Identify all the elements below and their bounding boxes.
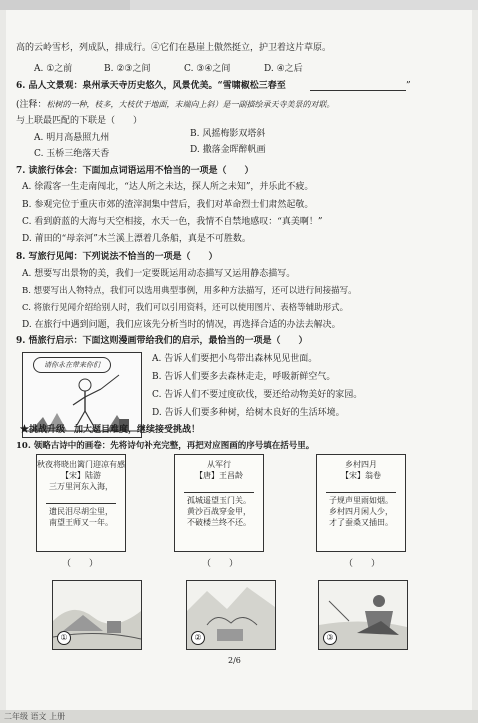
- picture-3: [318, 580, 408, 650]
- poem-3-answer[interactable]: （ ）: [344, 559, 381, 569]
- q6-blank-quote: ”: [406, 81, 411, 91]
- picture-1: [52, 580, 142, 650]
- q9-option-a: A. 告诉人们要把小鸟带出森林见见世面。: [152, 354, 318, 364]
- poem-3-line2: 子规声里雨如烟。: [329, 496, 393, 505]
- q5-option-d: D. ④之后: [264, 64, 303, 74]
- challenge-title: ★挑战升级 加大题目难度，继续接受挑战！: [20, 425, 201, 435]
- q9-option-c: C. 告诉人们不要过度砍伐，要还给动物美好的家园。: [152, 390, 363, 400]
- poem-box-3: [316, 454, 406, 552]
- q9-stem: 9. 悟旅行启示：下面这则漫画带给我们的启示，最恰当的一项是（ ）: [16, 336, 308, 346]
- q6-option-b: B. 风摇梅影双塔斜: [190, 129, 266, 139]
- q8-option-b: B. 想要写出人物特点，我们可以选用典型事例，用多种方法描写，还可以进行间接描写。: [22, 286, 357, 296]
- picture-3-number: ③: [323, 631, 337, 645]
- q7-option-b: B. 参观完位于重庆市郊的渣滓洞集中营后，我们对革命烈士们肃然起敬。: [22, 200, 314, 210]
- q6-option-c: C. 玉桥三绝落天香: [34, 149, 110, 159]
- poem-3-line3: 乡村四月闲人少，: [329, 507, 393, 516]
- poem-1-author: 【宋】陆游: [61, 471, 101, 480]
- poem-1-blank[interactable]: [46, 494, 116, 504]
- picture-2-number: ②: [191, 631, 205, 645]
- q7-stem: 7. 读旅行体会：下面加点词语运用不恰当的一项是（ ）: [16, 166, 254, 176]
- poem-3-title: 乡村四月: [345, 460, 377, 469]
- poem-box-1: [36, 454, 126, 552]
- q8-option-c: C. 将旅行见闻介绍给别人时，我们可以引用资料，还可以使用图片、表格等辅助形式。: [22, 303, 349, 313]
- q6-note-label: (注释：: [16, 100, 47, 110]
- q6-option-d: D. 撒落金晖醉帆画: [190, 145, 266, 155]
- q8-option-a: A. 想要写出景物的美，我们一定要既运用动态描写又运用静态描写。: [22, 269, 296, 279]
- q5-option-a: A. ①之前: [34, 64, 73, 74]
- poem-1-line1: 三万里河东入海，: [49, 482, 113, 491]
- q8-stem: 8. 写旅行见闻：下列说法不恰当的一项是（ ）: [16, 252, 218, 262]
- q7-option-c: C. 看到蔚蓝的大海与天空相接，水天一色，我情不自禁地感叹：“真美啊！”: [22, 217, 323, 227]
- poem-box-2: [174, 454, 264, 552]
- q9-option-d: D. 告诉人们要多种树，给树木良好的生活环境。: [152, 408, 345, 418]
- q6-note-line: [16, 99, 335, 111]
- page-number: 2/6: [228, 656, 241, 665]
- footer-bar: [0, 710, 478, 723]
- poem-1-line3: 遗民泪尽胡尘里，: [49, 507, 113, 516]
- poem-3-line4: 才了蚕桑又插田。: [329, 518, 393, 527]
- poem-1-answer[interactable]: （ ）: [62, 559, 99, 569]
- q6-stem2: 与上联最匹配的下联是（ ）: [16, 116, 143, 126]
- q6-note: 松树的一种，枝多，大枝伏于地面，末端向上斜）是一副描绘承天寺美景的对联。: [46, 100, 335, 109]
- comic-sign: 请你永在带来你们: [33, 357, 111, 373]
- q9-option-b: B. 告诉人们要多去森林走走，呼吸新鲜空气。: [152, 372, 336, 382]
- q6-option-a: A. 明月高悬照九州: [34, 133, 110, 143]
- q10-stem: 10. 领略古诗中的画卷：先将诗句补充完整，再把对应图画的序号填在括号里。: [16, 441, 315, 451]
- picture-2: [186, 580, 276, 650]
- poem-2-author: 【唐】王昌龄: [195, 471, 243, 480]
- picture-1-number: ①: [57, 631, 71, 645]
- poem-3-author: 【宋】翁卷: [341, 471, 381, 480]
- poem-2-answer[interactable]: （ ）: [202, 559, 239, 569]
- q7-option-a: A. 徐霞客一生走南闯北，“达人所之未达，探人所之未知”，并乐此不疲。: [22, 182, 314, 192]
- browser-top-bar: [0, 0, 478, 10]
- poem-2-title: 从军行: [207, 460, 231, 469]
- q7-option-d: D. 莆田的“母亲河”木兰溪上漂着几条船，真是不可胜数。: [22, 234, 251, 244]
- top-text: 高的云岭雪杉，列成队，排成行。④它们在悬崖上傲然挺立，护卫着这片草原。: [16, 43, 332, 53]
- poem-3-blank[interactable]: [326, 483, 396, 493]
- q8-option-d: D. 在旅行中遇到问题，我们应该先分析当时的情况，再选择合适的办法去解决。: [22, 320, 341, 330]
- q6-stem: 6. 品人文景观：泉州承天寺历史悠久，风景优美。“雪啸椒松三春至: [16, 81, 286, 91]
- poem-2-line2: 孤城遥望玉门关。: [187, 496, 251, 505]
- poem-1-line4: 南望王师又一年。: [49, 518, 113, 527]
- poem-2-line3: 黄沙百战穿金甲，: [187, 507, 251, 516]
- poem-2-blank[interactable]: [184, 483, 254, 493]
- poem-1-title: 秋夜将晓出篱门迎凉有感: [37, 460, 125, 469]
- q5-option-c: C. ③④之间: [184, 64, 231, 74]
- poem-2-line4: 不破楼兰终不还。: [187, 518, 251, 527]
- browser-tab[interactable]: [0, 0, 130, 10]
- q5-option-b: B. ②③之间: [104, 64, 151, 74]
- q6-blank-line: [310, 80, 406, 91]
- footer-text: 二年级 语文 上册: [4, 712, 66, 721]
